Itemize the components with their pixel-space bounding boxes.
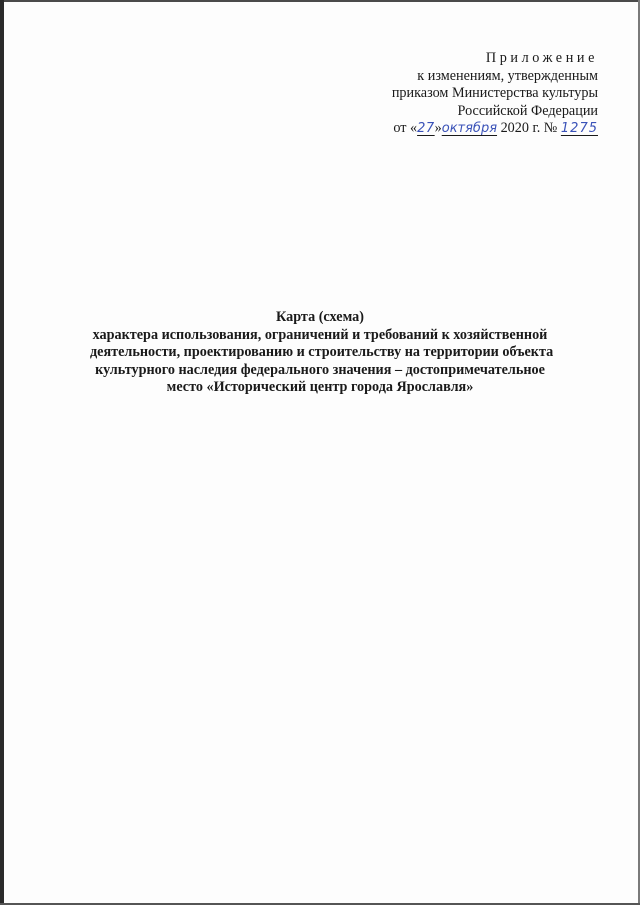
handwritten-day: 27: [417, 121, 435, 137]
order-date-line: [392, 120, 598, 138]
scan-border-top: [0, 0, 640, 2]
year-and-number-label: 2020 г. №: [500, 120, 558, 137]
appendix-line-3: Российской Федерации: [457, 102, 598, 119]
appendix-label: Приложение: [485, 50, 598, 66]
appendix-block: [392, 50, 598, 138]
handwritten-order-number: 1275: [560, 121, 598, 137]
handwritten-month: октября: [441, 121, 498, 137]
title-heading: Карта (схема): [276, 309, 364, 325]
appendix-line-1: к изменениям, утвержденным: [417, 67, 598, 84]
appendix-line-2: приказом Министерства культуры: [391, 85, 598, 102]
title-line-2: деятельности, проектированию и строительству на территории объекта: [90, 344, 554, 361]
date-quote-close: »: [434, 120, 442, 137]
title-line-4: место «Исторический центр города Ярославля»: [166, 379, 474, 396]
title-line-3: культурного наследия федерального значения – достопримечательное: [95, 361, 545, 378]
title-line-1: характера использования, ограничений и требований к хозяйственной: [92, 326, 548, 343]
date-prefix: от «: [393, 120, 418, 137]
scan-border-left: [0, 0, 4, 905]
document-title: [90, 309, 554, 397]
